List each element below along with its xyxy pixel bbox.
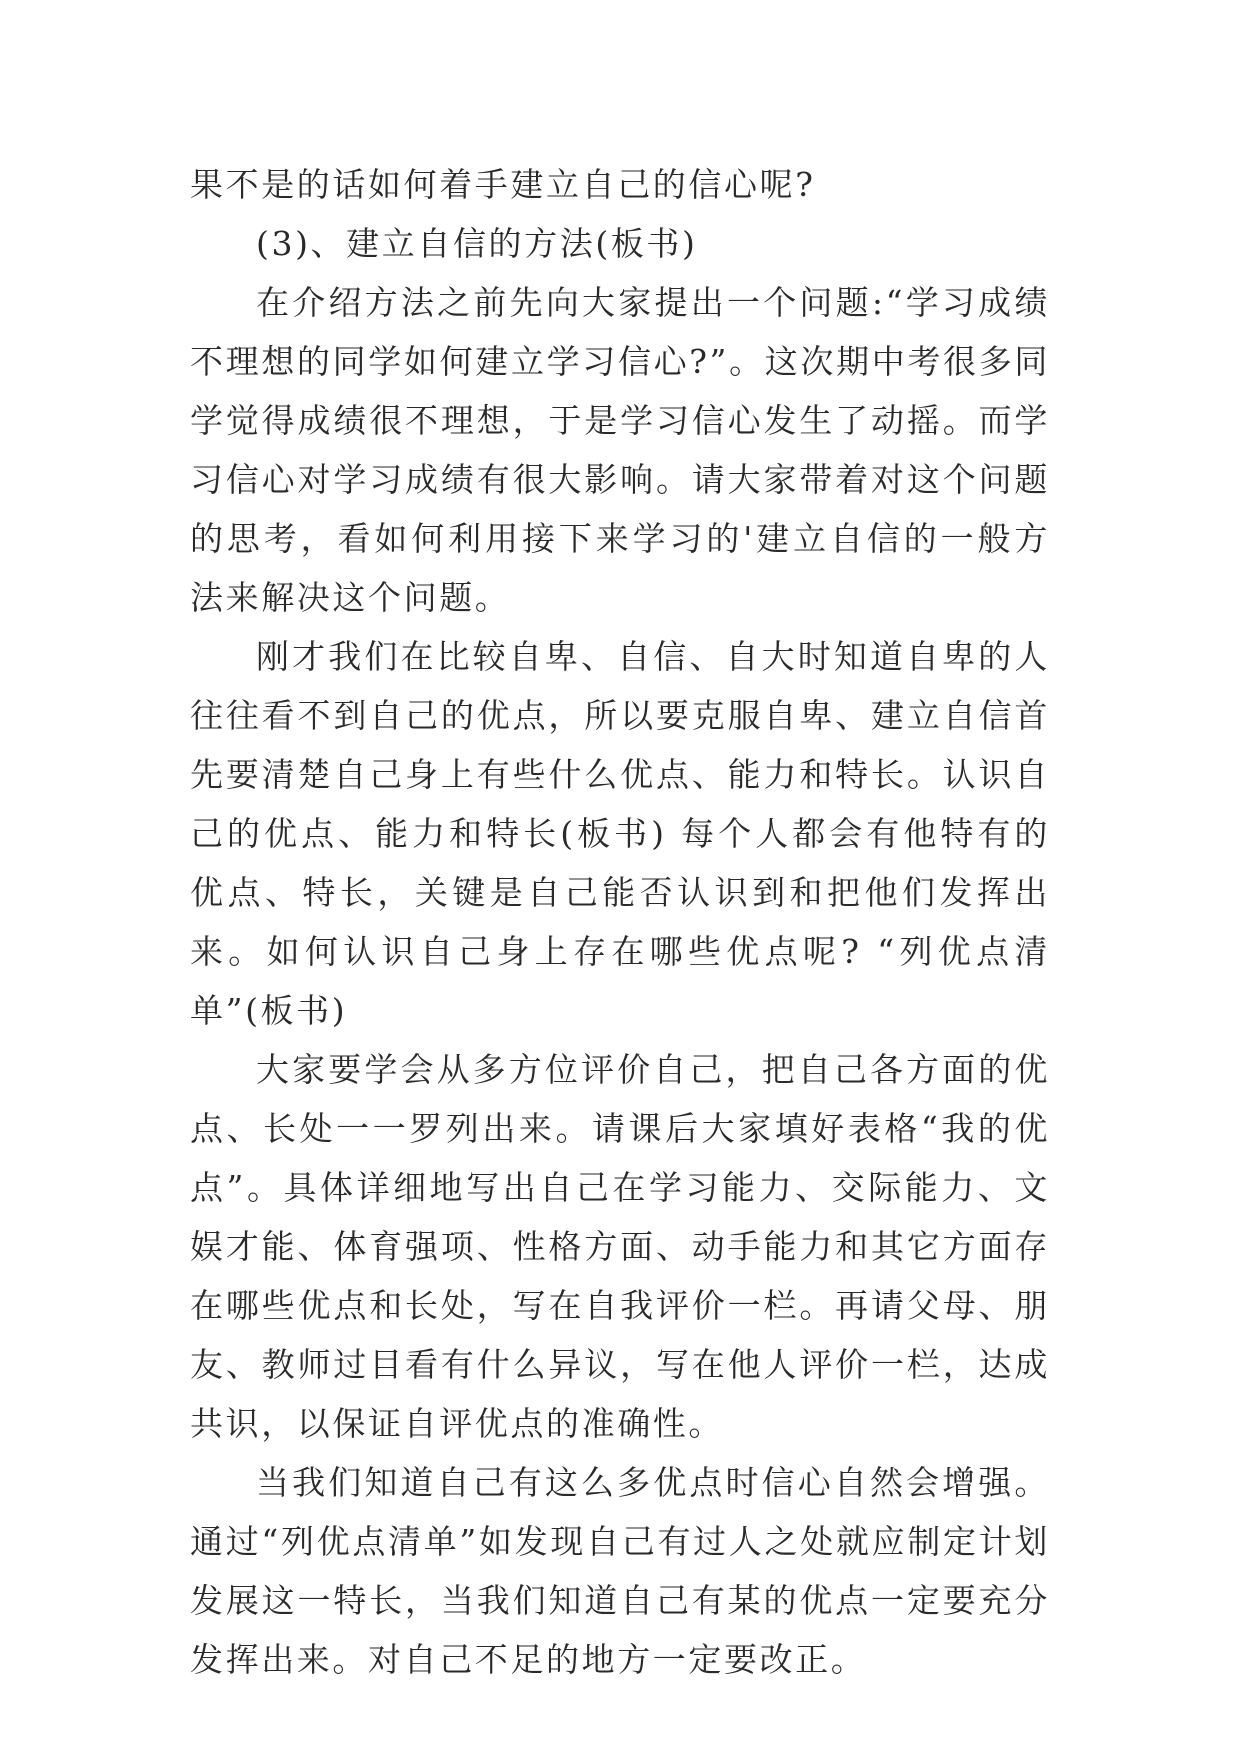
document-body [190,155,1050,1689]
paragraph: 大家要学会从多方位评价自己，把自己各方面的优点、长处一一罗列出来。请课后大家填好表格“我的优点”。具体详细地写出自己在学习能力、交际能力、文娱才能、体育强项、性格方面、动手能力和其它方面存在哪些优点和长处，写在自我评价一栏。再请父母、朋友、教师过目看有什么异议，写在他人评价一栏，达成共识，以保证自评优点的准确性。 [190,1050,1050,1443]
paragraph: 在介绍方法之前先向大家提出一个问题:“学习成绩不理想的同学如何建立学习信心?”。这次期中考很多同学觉得成绩很不理想，于是学习信心发生了动摇。而学习信心对学习成绩有很大影响。请大家带着对这个问题的思考，看如何利用接下来学习的'建立自信的一般方法来解决这个问题。 [190,283,1050,617]
paragraph: 当我们知道自己有这么多优点时信心自然会增强。通过“列优点清单”如发现自己有过人之处就应制定计划发展这一特长，当我们知道自己有某的优点一定要充分发挥出来。对自己不足的地方一定要改正。 [190,1463,1050,1679]
section-heading: (3)、建立自信的方法(板书) [256,224,698,263]
paragraph: 刚才我们在比较自卑、自信、自大时知道自卑的人往往看不到自己的优点，所以要克服自卑、建立自信首先要清楚自己身上有些什么优点、能力和特长。认识自己的优点、能力和特长(板书) 每个人都会有他特有的优点、特长，关键是自己能否认识到和把他们发挥出来。如何认识自己身上存在哪些优点呢? “列优点清单”(板书) [190,637,1050,1030]
paragraph-continuation: 果不是的话如何着手建立自己的信心呢? [190,165,816,204]
